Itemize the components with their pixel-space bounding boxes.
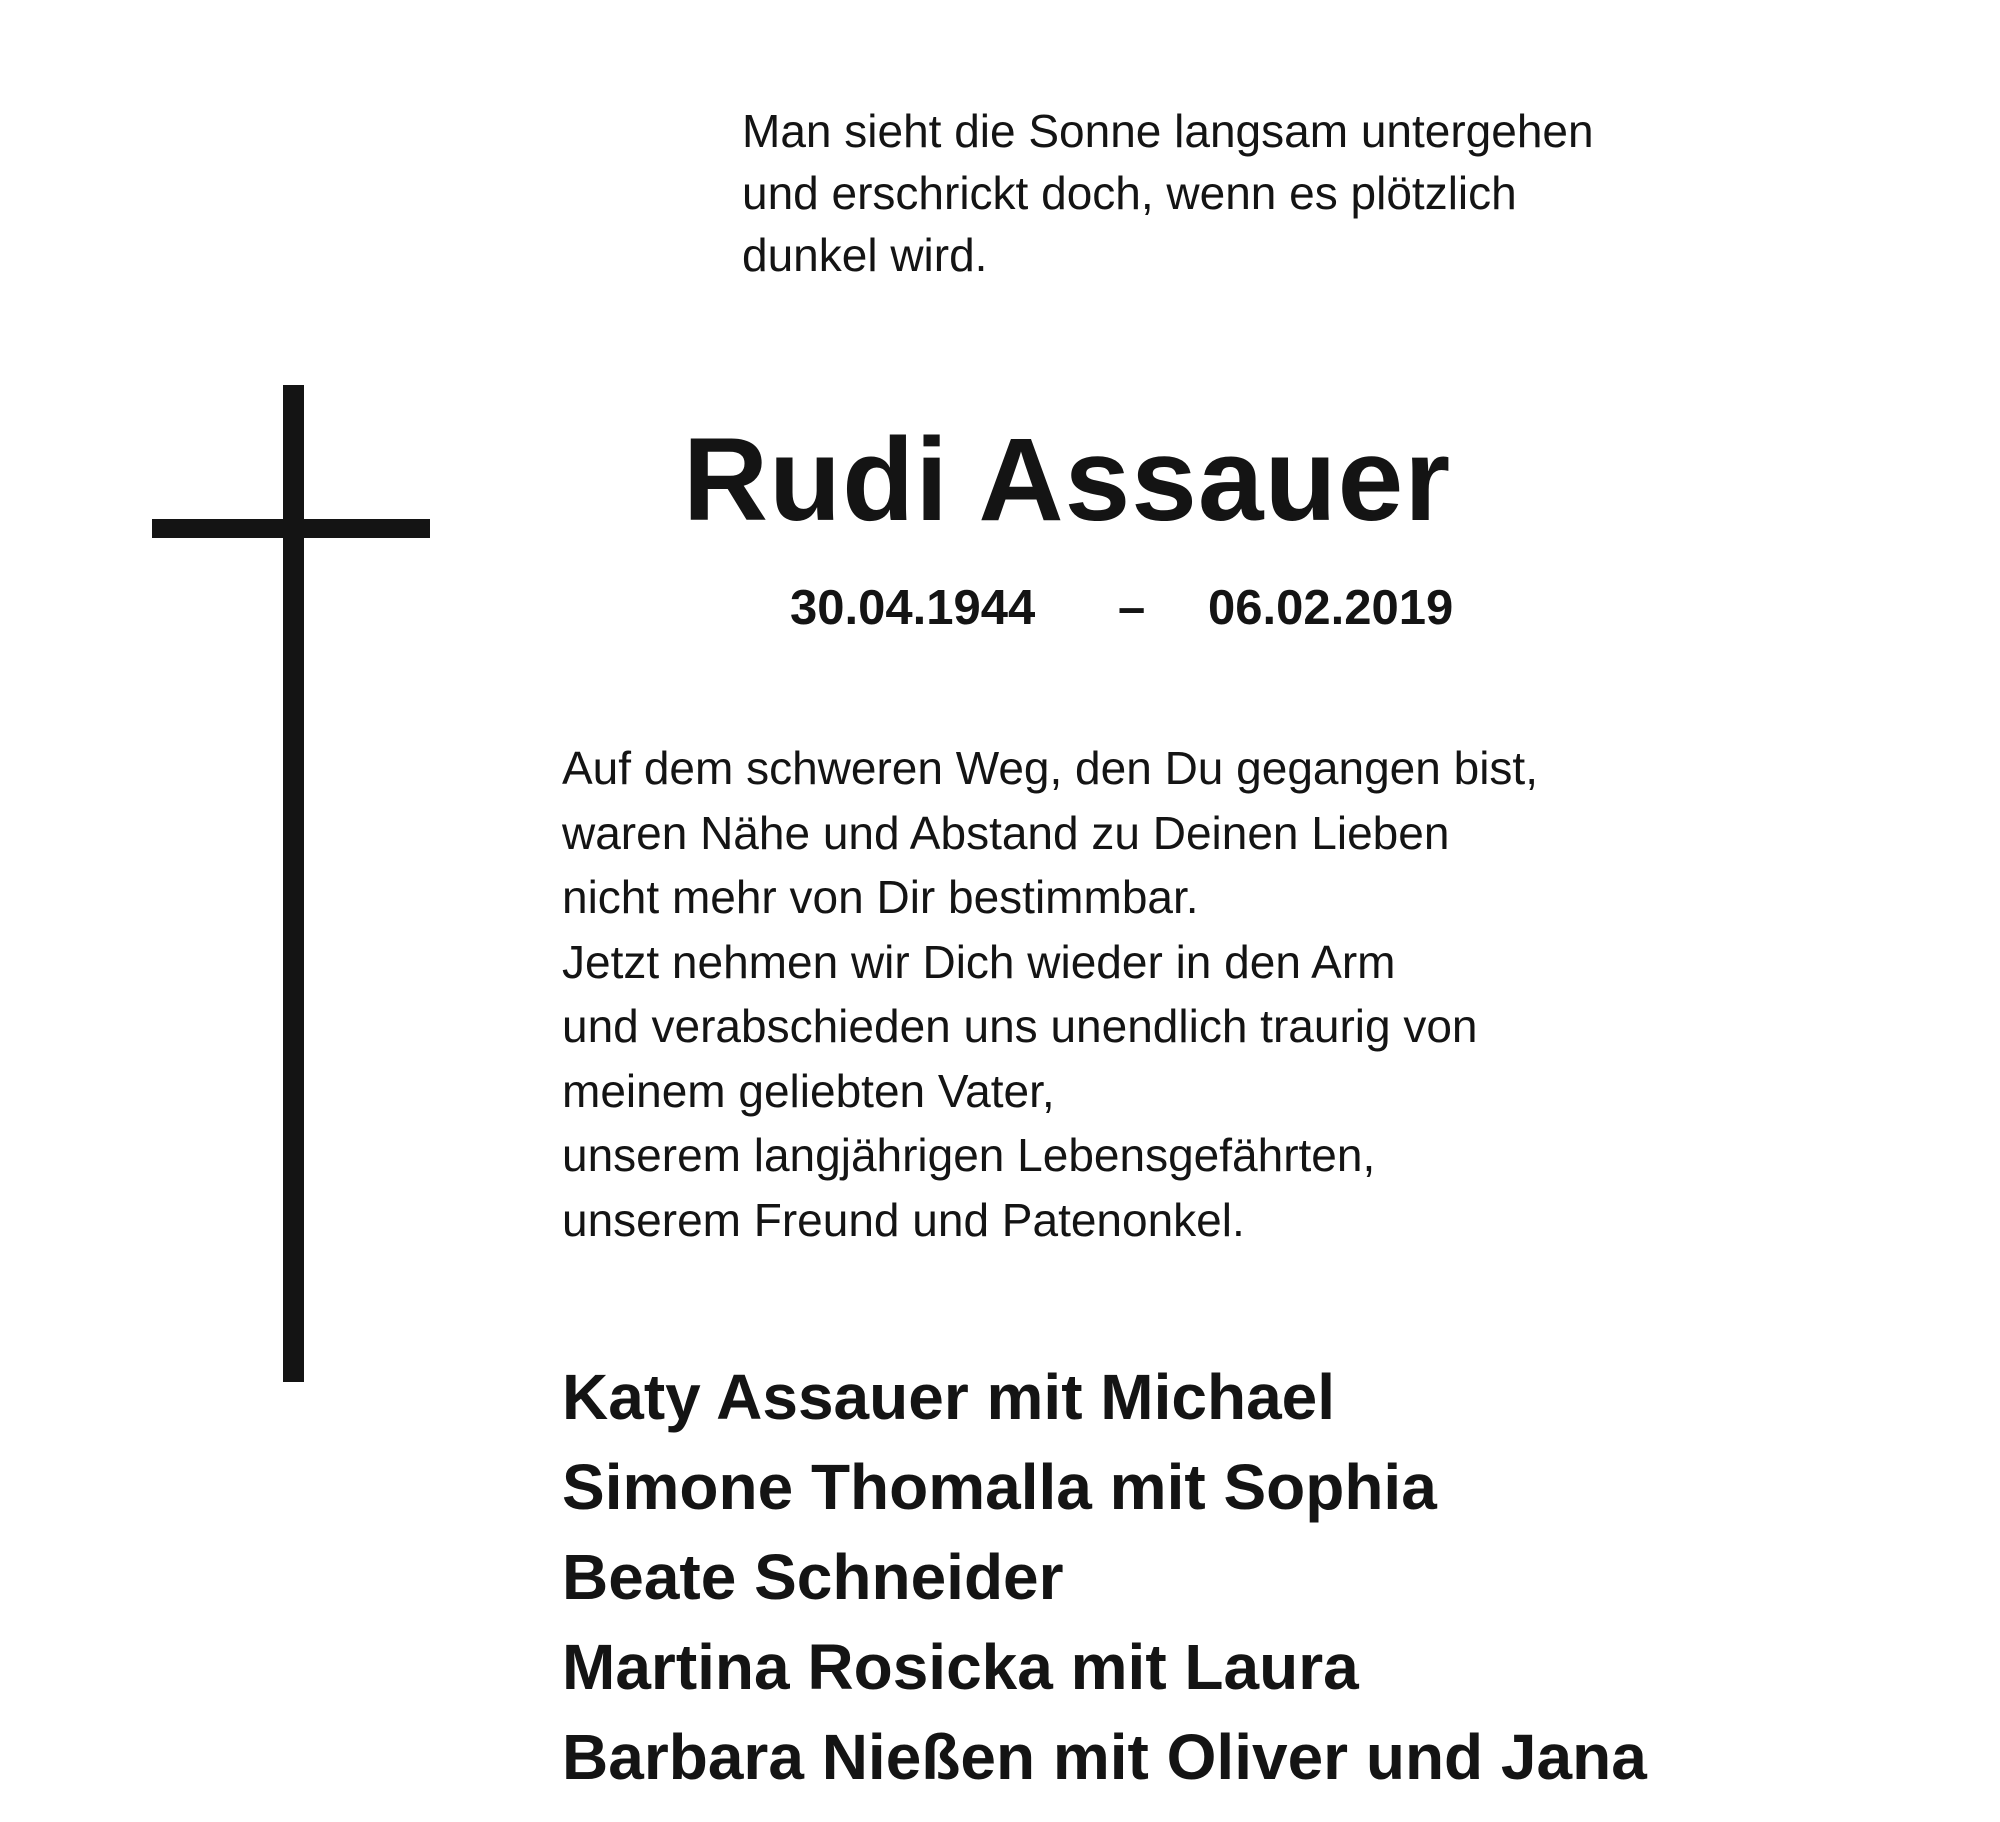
farewell-line: und verabschieden uns unendlich traurig von xyxy=(562,1000,1478,1052)
motto-line: und erschrickt doch, wenn es plötzlich xyxy=(742,167,1517,219)
mourner-name: Katy Assauer mit Michael xyxy=(562,1361,1336,1433)
mourner-name: Beate Schneider xyxy=(562,1541,1064,1613)
farewell-text xyxy=(562,736,1538,1252)
motto-line: Man sieht die Sonne langsam untergehen xyxy=(742,105,1594,157)
farewell-line: unserem langjährigen Lebensgefährten, xyxy=(562,1129,1376,1181)
farewell-line: meinem geliebten Vater, xyxy=(562,1064,1055,1117)
farewell-line: nicht mehr von Dir bestimmbar. xyxy=(562,871,1199,923)
mourners-list xyxy=(562,1352,1647,1802)
motto-verse xyxy=(742,100,1594,286)
mourner-name: Simone Thomalla mit Sophia xyxy=(562,1451,1437,1523)
birth-date: 30.04.1944 xyxy=(790,581,1036,635)
deceased-name: Rudi Assauer xyxy=(682,414,1452,546)
mourner-name: Barbara Nießen mit Oliver und Jana xyxy=(562,1721,1647,1793)
death-date: 06.02.2019 xyxy=(1208,581,1454,635)
mourner-name: Martina Rosicka mit Laura xyxy=(562,1631,1359,1703)
farewell-line: waren Nähe und Abstand zu Deinen Lieben xyxy=(562,806,1450,859)
farewell-line: Auf dem schweren Weg, den Du gegangen bist, xyxy=(562,742,1538,794)
motto-line: dunkel wird. xyxy=(742,229,988,281)
farewell-line: unserem Freund und Patenonkel. xyxy=(562,1193,1245,1246)
farewell-line: Jetzt nehmen wir Dich wieder in den Arm xyxy=(562,935,1396,988)
date-separator: – xyxy=(1118,581,1146,635)
